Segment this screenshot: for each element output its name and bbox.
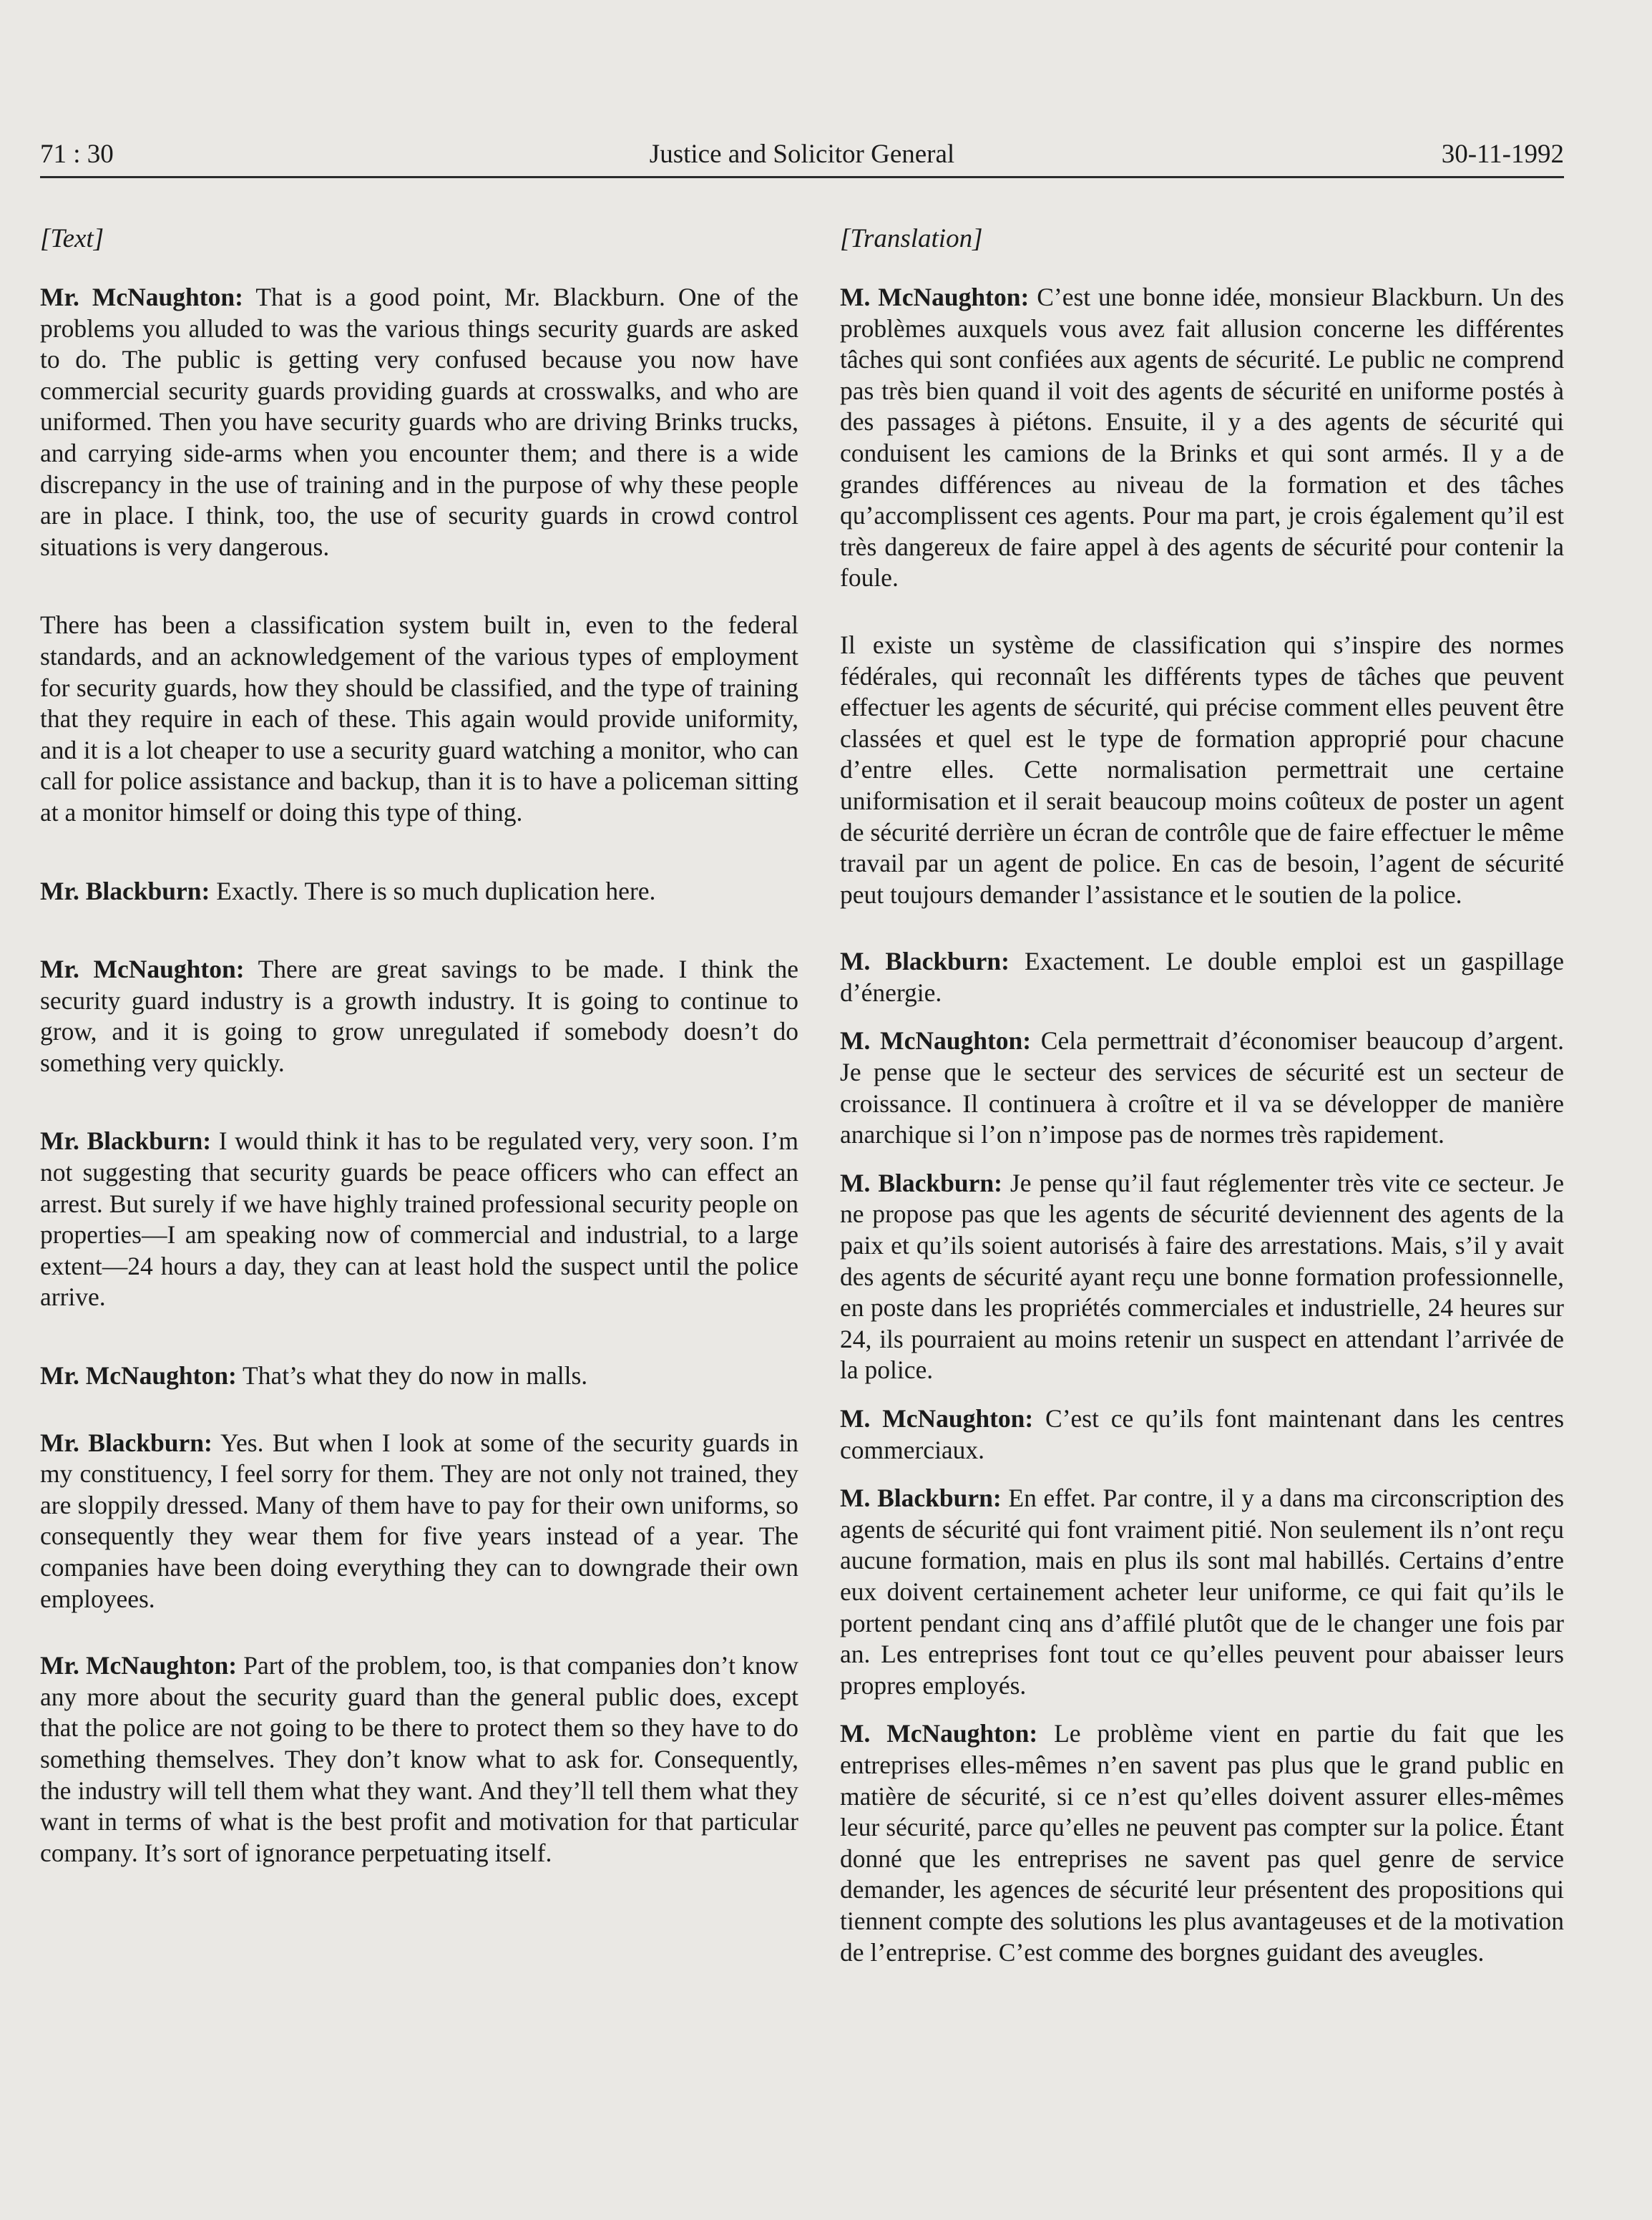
paragraph [840,1718,1564,1968]
paragraph-text: En effet. Par contre, il y a dans ma circonscription des agents de sécurité qui font vraiment pitié. Non seulement ils n’ont reçu aucune formation, mais en plus ils sont mal habillés. Certains d’entre eux doivent certainement acheter leur uniforme, ce qui fait qu’ils le portent pendant cinq ans d’affilé plutôt que de le changer une fois par an. Les entreprises font tout ce qu’elles peuvent pour abaisser leurs propres employés. [840,1484,1565,1700]
paragraph-text: C’est ce qu’ils font maintenant dans les centres commerciaux. [840,1404,1565,1464]
paragraph [40,1126,798,1313]
paragraph-text: Il existe un système de classification qui s’inspire des normes fédérales, qui reconnaît les différents types de tâches que peuvent effectuer les agents de sécurité, qui précise comment elles peuvent être classées et quel est le type de formation approprié pour chacune d’entre elles. Cette normalisation permettrait une certaine uniformisation et il serait beaucoup moins coûteux de poster un agent de sécurité derrière un écran de contrôle que de faire effectuer le même travail par un agent de police. En cas de besoin, l’agent de sécurité peut toujours demander l’assistance et le soutien de la police. [840,630,1564,909]
speaker-name: Mr. Blackburn: [40,876,210,905]
paragraph-text: That is a good point, Mr. Blackburn. One of the problems you alluded to was the various things security guards are asked to do. The public is getting very confused because you now have commercial security guards providing guards at crosswalks, and who are uniformed. Then you have security guards who are driving Brinks trucks, and carrying side-arms when you encounter them; and there is a wide discrepancy in the use of training and in the purpose of why these people are in place. I think, too, the use of security guards in crowd control situations is very dangerous. [40,283,799,561]
paragraph-text: Le problème vient en partie du fait que les entreprises elles-mêmes n’en savent pas plus que le grand public en matière de sécurité, si ce n’est qu’elles doivent assurer elles-mêmes leur sécurité, parce qu’elles ne peuvent pas compter sur la police. Étant donné que les entreprises ne savent pas quel genre de service demander, les agences de sécurité leur présentent des propositions qui tiennent compte des solutions les plus avantageuses et de la motivation de l’entreprise. C’est comme des borgnes guidant des aveugles. [840,1719,1564,1967]
paragraph [40,1428,798,1615]
speaker-name: M. McNaughton: [840,1719,1038,1748]
paragraph-text: Exactly. There is so much duplication here. [210,876,656,905]
speaker-name: Mr. McNaughton: [40,1651,238,1680]
speaker-name: M. Blackburn: [840,947,1010,976]
speaker-name: M. McNaughton: [840,283,1030,311]
paragraph-text: There are great savings to be made. I think the security guard industry is a growth industry. It is going to continue to grow, and it is going to grow unregulated if somebody doesn’t do something very quickly. [40,955,799,1077]
header-date: 30-11-1992 [1441,140,1564,169]
running-header [40,130,1564,178]
french-column [840,223,1564,1985]
page-number: 71 : 30 [40,140,114,169]
section-tag: [Text] [40,224,104,253]
paragraph [40,1360,798,1392]
speaker-name: Mr. Blackburn: [40,1428,212,1457]
paragraph-text: That’s what they do now in malls. [236,1361,588,1391]
paragraph-text: There has been a classification system built in, even to the federal standards, and an acknowledgement of the various types of employment for security guards, how they should be classified, and the type of training that they require in each of these. This again would provide uniformity, and it is a lot cheaper to use a security guard watching a monitor, who can call for police assistance and backup, than it is to have a policeman sitting at a monitor himself or doing this type of thing. [40,610,798,827]
paragraph [840,1483,1564,1701]
paragraph-text: C’est une bonne idée, monsieur Blackburn. Un des problèmes auxquels vous avez fait allusion concerne les différentes tâches qui sont confiées aux agents de sécurité. Le public ne comprend pas très bien quand il voit des agents de sécurité en uniforme postés à des passages à piétons. Ensuite, il y a des agents de sécurité qui conduisent les camions de la Brinks et qui sont armés. Il y a de grandes différences au niveau de la formation et des tâches qu’accomplissent ces agents. Pour ma part, je crois également qu’il est très dangereux de faire appel à des agents de sécurité pour contenir la foule. [840,283,1565,593]
speaker-name: M. Blackburn: [840,1484,1002,1513]
paragraph [40,282,798,563]
speaker-name: Mr. Blackburn: [40,1126,212,1156]
paragraph [40,954,798,1079]
speaker-name: Mr. McNaughton: [40,1361,237,1391]
english-column [40,223,798,1904]
paragraph-text: Je pense qu’il faut réglementer très vite ce secteur. Je ne propose pas que les agents de sécurité deviennent des agents de la paix et qu’ils soient autorisés à faire des arrestations. Mais, s’il y avait des agents de sécurité ayant reçu une bonne formation professionnelle, en poste dans les propriétés commerciales et industrielle, 24 heures sur 24, ils pourraient au moins retenir un suspect en attendant l’arrivée de la police. [840,1168,1564,1385]
paragraph [840,946,1564,1008]
speaker-name: M. Blackburn: [840,1168,1002,1197]
paragraph [840,630,1564,910]
speaker-name: Mr. McNaughton: [40,283,243,311]
header-title: Justice and Solicitor General [649,140,955,169]
paragraph [840,1168,1564,1386]
paragraph-text: I would think it has to be regulated very, very soon. I’m not suggesting that security guards be peace officers who can effect an arrest. But surely if we have highly trained professional security people on properties—I am speaking now of commercial and industrial, to a large extent—24 hours a day, they can at least hold the suspect until the police arrive. [40,1126,798,1312]
paragraph-text: Exactement. Le double emploi est un gaspillage d’énergie. [840,947,1564,1007]
paragraph [40,876,798,907]
speaker-name: Mr. McNaughton: [40,955,245,984]
paragraph [840,282,1564,594]
paragraph-text: Cela permettrait d’économiser beaucoup d’argent. Je pense que le secteur des services de sécurité est un secteur de croissance. Il continuera à croître et il va se développer de manière anarchique si l’on n’impose pas de normes très rapidement. [840,1026,1565,1149]
speaker-name: M. McNaughton: [840,1404,1034,1433]
section-tag: [Translation] [840,224,983,253]
paragraph [840,1026,1564,1150]
paragraph-text: Yes. But when I look at some of the security guards in my constituency, I feel sorry for them. They are not only not trained, they are sloppily dressed. Many of them have to pay for their own uniforms, so consequently they wear them for five years instead of a year. The companies have been doing everything they can to downgrade their own employees. [40,1428,798,1613]
paragraph [840,1403,1564,1466]
paragraph [40,610,798,828]
paragraph [40,1650,798,1869]
speaker-name: M. McNaughton: [840,1026,1032,1056]
paragraph-text: Part of the problem, too, is that companies don’t know any more about the security guard than the general public does, except that the police are not going to be there to protect them so they have to do something themselves. They don’t know what to ask for. Consequently, the industry will tell them what they want. And they’ll tell them what they want in terms of what is the best profit and motivation for that particular company. It’s sort of ignorance perpetuating itself. [40,1651,798,1867]
